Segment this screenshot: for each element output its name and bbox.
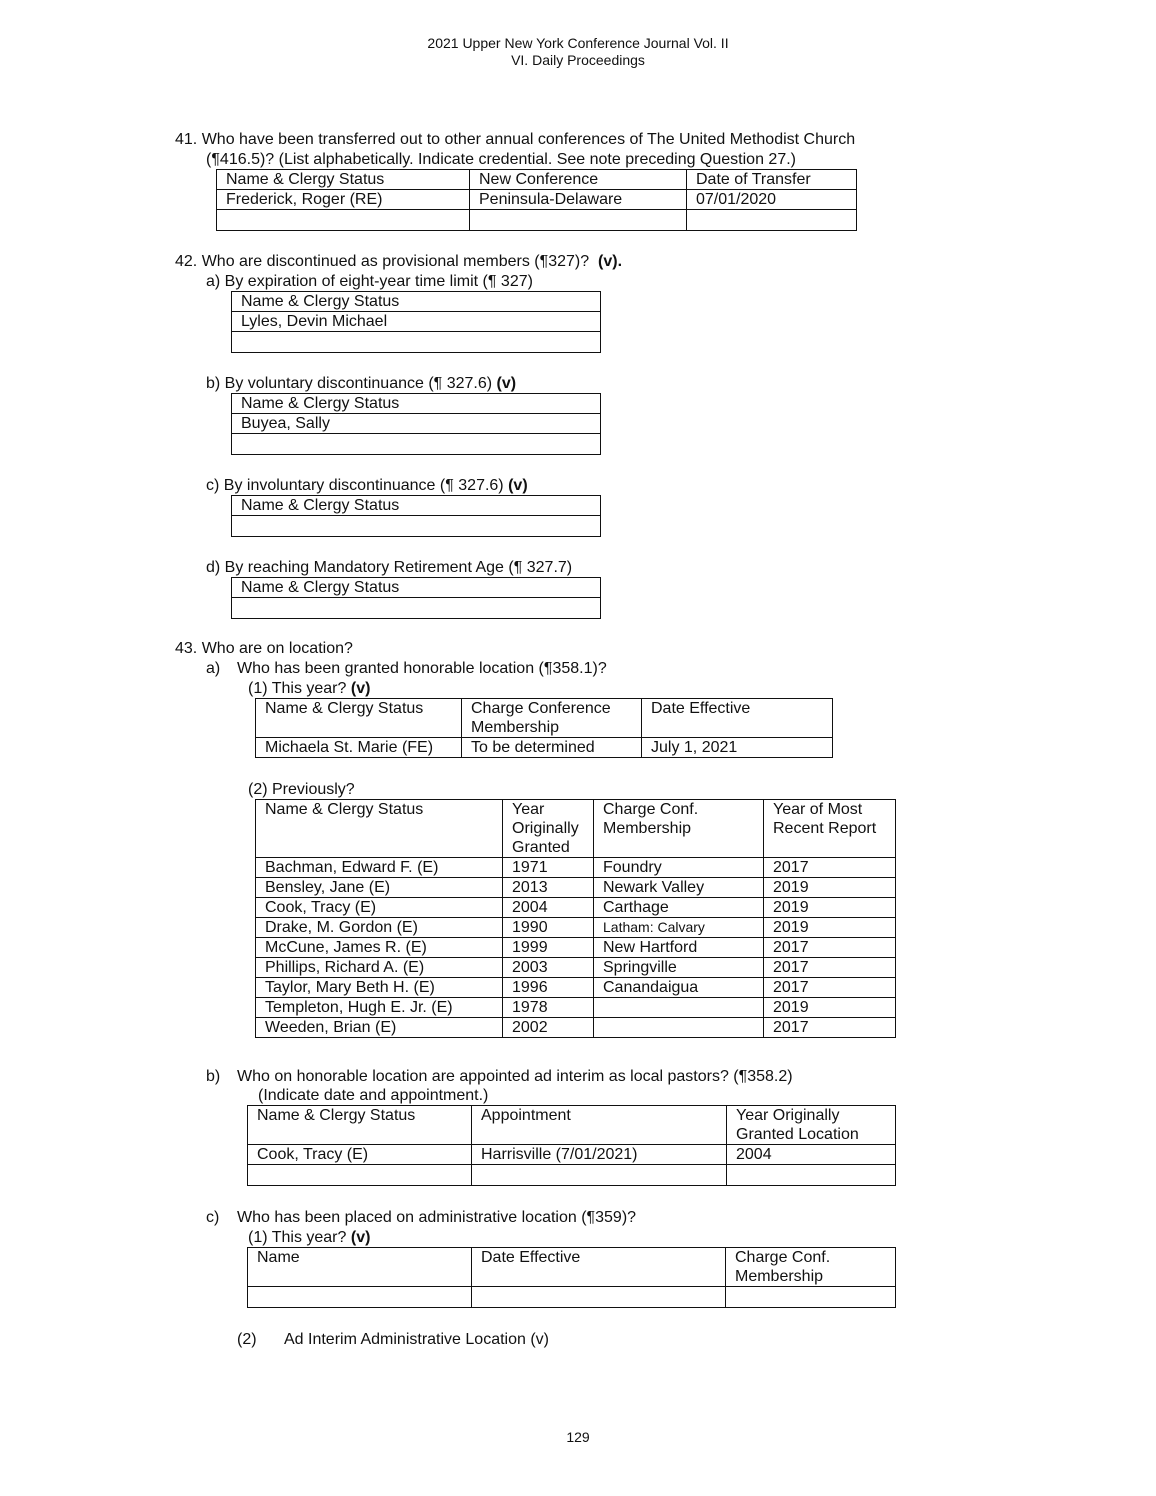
table-cell [594,1018,764,1038]
table-cell: 2003 [503,958,594,978]
table-row [256,858,896,878]
table-cell: Bachman, Edward F. (E) [256,858,503,878]
question-43c-marker: c) [206,1209,220,1226]
table-row [217,190,857,210]
table-cell: Springville [594,958,764,978]
table-row [256,958,896,978]
table-cell: 2019 [764,898,896,918]
table-cell: Harrisville (7/01/2021) [472,1145,727,1165]
table-row [232,312,601,332]
col-header: Name & Clergy Status [232,394,601,414]
table-cell: Bensley, Jane (E) [256,878,503,898]
table-header-row [248,1106,896,1145]
table-row [256,978,896,998]
table-row [256,1018,896,1038]
table-row [256,918,896,938]
table-cell: 2002 [503,1018,594,1038]
administrative-location-table [247,1247,896,1308]
honorable-previously-table [255,799,896,1038]
col-header-line: Originally [512,820,579,837]
table-cell: 2017 [764,958,896,978]
table-cell: Cook, Tracy (E) [248,1145,472,1165]
table-cell: Foundry [594,858,764,878]
question-42 [175,252,622,272]
transfers-table [216,169,857,231]
table-cell: Phillips, Richard A. (E) [256,958,503,978]
table-cell [217,210,470,231]
table-row [248,1165,896,1186]
col-header-line: Membership [603,820,692,837]
col-header: New Conference [470,170,687,190]
involuntary-table [231,495,601,537]
question-43b-marker: b) [206,1068,221,1085]
table-row [248,1287,896,1308]
question-42-text: 42. Who are discontinued as provisional members (¶327)? [175,253,590,270]
table-cell: 1978 [503,998,594,1018]
table-row [256,938,896,958]
table-cell: 1971 [503,858,594,878]
col-header [764,800,896,858]
table-cell: 2019 [764,998,896,1018]
table-cell: 2013 [503,878,594,898]
col-header: Name & Clergy Status [217,170,470,190]
col-header: Date Effective [642,699,833,738]
table-cell: Latham: Calvary [594,918,764,938]
table-cell: 2017 [764,858,896,878]
table-cell: Drake, M. Gordon (E) [256,918,503,938]
table-cell: New Hartford [594,938,764,958]
col-header-line: Membership [735,1268,824,1285]
verify-mark: (v) [350,1229,371,1246]
honorable-this-year-table [255,698,833,758]
table-row [232,434,601,455]
question-43b-note: (Indicate date and appointment.) [258,1087,489,1104]
running-header-section: VI. Daily Proceedings [511,52,645,68]
verify-mark: (v) [496,375,517,392]
verify-mark: (v) [350,680,371,697]
question-42c-text: c) By involuntary discontinuance (¶ 327.6) [206,477,504,494]
col-header: Date of Transfer [687,170,857,190]
table-cell: 1999 [503,938,594,958]
table-row [256,878,896,898]
table-cell: Taylor, Mary Beth H. (E) [256,978,503,998]
honorable-previously-label: (2) Previously? [248,781,355,798]
table-cell: Peninsula-Delaware [470,190,687,210]
question-43b-label: Who on honorable location are appointed ad interim as local pastors? (¶358.2) [237,1068,793,1085]
table-row [232,414,601,434]
table-cell: Carthage [594,898,764,918]
col-header-line: Year [512,801,545,818]
administrative-this-year-text: (1) This year? [248,1229,347,1246]
col-header: Date Effective [472,1248,726,1287]
table-cell: Michaela St. Marie (FE) [256,738,462,758]
table-cell [687,210,857,231]
question-42b-label [206,374,516,394]
voluntary-table [231,393,601,455]
table-row [217,210,857,231]
retirement-table [231,577,601,619]
table-cell [470,210,687,231]
question-42c-label [206,476,528,496]
ad-interim-pastors-table [247,1105,896,1186]
page-number: 129 [566,1429,590,1445]
table-header-row [256,800,896,858]
table-row [248,1145,896,1165]
table-cell: 2019 [764,878,896,898]
col-header: Name & Clergy Status [248,1106,472,1145]
col-header: Name & Clergy Status [232,578,601,598]
table-cell: Lyles, Devin Michael [232,312,601,332]
col-header-line: Charge Conf. [603,801,699,818]
question-42b-text: b) By voluntary discontinuance (¶ 327.6) [206,375,493,392]
running-header-title: 2021 Upper New York Conference Journal Vol. II [427,35,729,51]
table-header-row [217,170,857,190]
col-header-line: Year Originally [736,1107,840,1124]
question-43c-label: Who has been placed on administrative location (¶359)? [237,1209,637,1226]
question-43a-marker: a) [206,660,221,677]
col-header-line: Granted Location [736,1126,859,1143]
table-cell: 2017 [764,938,896,958]
table-cell [232,516,601,537]
col-header [462,699,642,738]
table-header-row [256,699,833,738]
col-header-line: Recent Report [773,820,877,837]
table-row [232,598,601,619]
table-cell: 1996 [503,978,594,998]
table-cell: 2019 [764,918,896,938]
col-header-line: Membership [471,719,560,736]
verify-mark: (v). [598,253,623,270]
table-header-row [248,1248,896,1287]
col-header: Name & Clergy Status [256,699,462,738]
table-cell [472,1165,727,1186]
col-header: Name [248,1248,472,1287]
table-cell: Newark Valley [594,878,764,898]
honorable-this-year-text: (1) This year? [248,680,347,697]
table-row [232,332,601,353]
table-cell: Weeden, Brian (E) [256,1018,503,1038]
table-cell: July 1, 2021 [642,738,833,758]
table-cell [232,434,601,455]
table-row [256,998,896,1018]
table-cell: McCune, James R. (E) [256,938,503,958]
table-cell: 2017 [764,1018,896,1038]
table-cell: Frederick, Roger (RE) [217,190,470,210]
ad-interim-admin-label: Ad Interim Administrative Location (v) [284,1331,549,1348]
table-cell: 2004 [503,898,594,918]
col-header [727,1106,896,1145]
table-cell: 07/01/2020 [687,190,857,210]
question-41-note: (¶416.5)? (List alphabetically. Indicate credential. See note preceding Question 27.) [206,151,796,168]
table-row [256,738,833,758]
col-header: Name & Clergy Status [232,496,601,516]
table-cell: To be determined [462,738,642,758]
table-cell [232,598,601,619]
question-42d-label: d) By reaching Mandatory Retirement Age (¶ 327.7) [206,559,573,576]
table-cell: 2004 [727,1145,896,1165]
table-cell [726,1287,896,1308]
expiration-table [231,291,601,353]
col-header: Name & Clergy Status [256,800,503,858]
table-cell: Templeton, Hugh E. Jr. (E) [256,998,503,1018]
table-cell [248,1287,472,1308]
table-row [256,898,896,918]
col-header [726,1248,896,1287]
col-header-line: Year of Most [773,801,863,818]
question-43a-label: Who has been granted honorable location (¶358.1)? [237,660,607,677]
table-row [232,516,601,537]
question-41: 41. Who have been transferred out to other annual conferences of The United Methodist Church [175,131,856,148]
table-cell [232,332,601,353]
col-header: Appointment [472,1106,727,1145]
col-header-line: Charge Conf. [735,1249,831,1266]
table-cell [727,1165,896,1186]
table-cell: Buyea, Sally [232,414,601,434]
honorable-this-year-label [248,679,370,699]
col-header: Name & Clergy Status [232,292,601,312]
administrative-this-year-label [248,1228,370,1248]
table-cell: Cook, Tracy (E) [256,898,503,918]
table-cell: 2017 [764,978,896,998]
col-header-line: Charge Conference [471,700,611,717]
question-42a-label: a) By expiration of eight-year time limit (¶ 327) [206,273,533,290]
ad-interim-admin-number: (2) [237,1331,257,1348]
table-cell: 1990 [503,918,594,938]
col-header-line: Granted [512,839,570,856]
table-cell [248,1165,472,1186]
table-cell [472,1287,726,1308]
verify-mark: (v) [508,477,528,494]
col-header [594,800,764,858]
table-cell [594,998,764,1018]
table-cell: Canandaigua [594,978,764,998]
question-43: 43. Who are on location? [175,640,353,657]
col-header [503,800,594,858]
